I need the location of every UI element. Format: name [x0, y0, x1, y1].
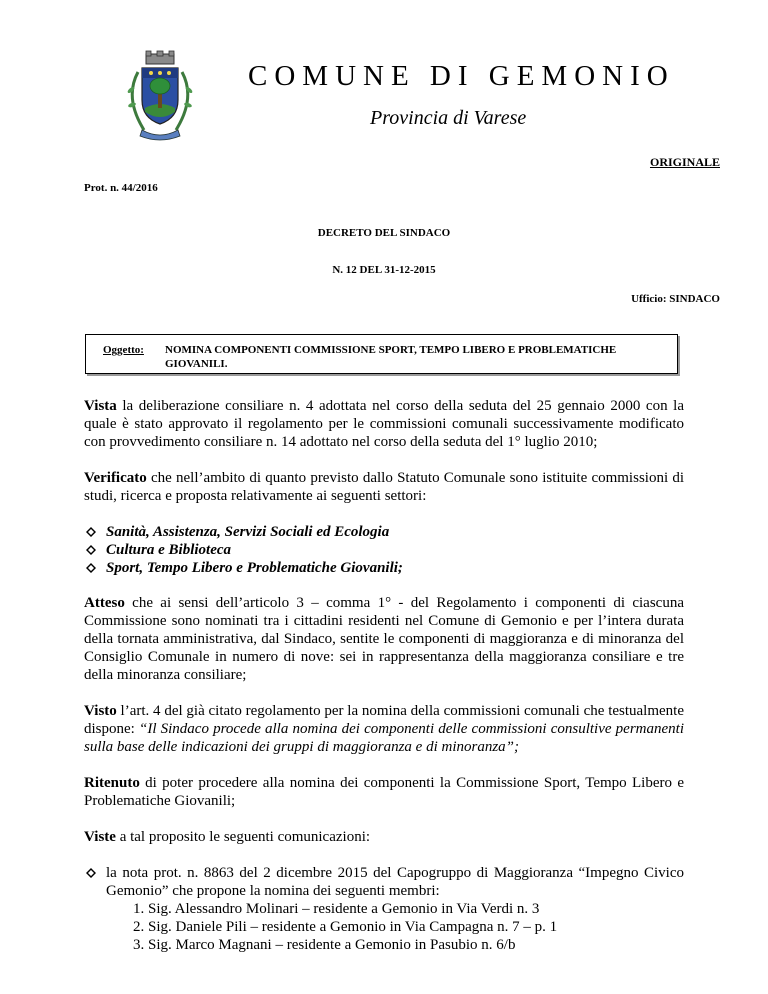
- paragraph-lead: Viste: [84, 829, 116, 845]
- diamond-bullet-icon: [86, 563, 96, 573]
- paragraph-quote: “Il Sindaco procede alla nomina dei componenti delle commissioni consultive permanenti sulla base delle indicazioni dei gruppi di maggioranza e di minoranza”;: [84, 721, 684, 755]
- list-item: [84, 541, 684, 559]
- decree-title: DECRETO DEL SINDACO: [317, 227, 451, 239]
- paragraph-text: di poter procedere alla nomina dei componenti la Commissione Sport, Tempo Libero e Problematiche Giovanili;: [84, 775, 684, 809]
- paragraph-text: che nell’ambito di quanto previsto dallo Statuto Comunale sono istituite commissioni di studi, ricerca e proposta relativamente ai seguenti settori:: [84, 470, 684, 504]
- list-item: [84, 559, 684, 577]
- communications-list: [84, 864, 684, 900]
- paragraph-lead: Vista: [84, 398, 117, 414]
- coat-of-arms-emblem: [118, 50, 202, 142]
- list-item: 1. Sig. Alessandro Molinari – residente a Gemonio in Via Verdi n. 3: [148, 900, 684, 918]
- paragraph-visto: [84, 702, 684, 756]
- members-list: [84, 900, 684, 954]
- decree-number: N. 12 DEL 31-12-2015: [332, 264, 436, 276]
- document-body: [84, 397, 684, 954]
- list-item: 2. Sig. Daniele Pili – residente a Gemonio in Via Campagna n. 7 – p. 1: [148, 918, 684, 936]
- originale-label: ORIGINALE: [649, 155, 720, 169]
- paragraph-atteso: [84, 594, 684, 684]
- diamond-bullet-icon: [86, 868, 96, 878]
- subject-label: Oggetto:: [103, 344, 144, 356]
- comune-title: COMUNE DI GEMONIO: [248, 60, 675, 92]
- paragraph-vista: [84, 397, 684, 451]
- paragraph-verificato: [84, 469, 684, 505]
- list-item-text: Cultura e Biblioteca: [106, 542, 232, 558]
- paragraph-lead: Verificato: [84, 470, 147, 486]
- paragraph-lead: Ritenuto: [84, 775, 140, 791]
- diamond-bullet-icon: [86, 527, 96, 537]
- subject-text: NOMINA COMPONENTI COMMISSIONE SPORT, TEMPO LIBERO E PROBLEMATICHE GIOVANILI.: [165, 344, 617, 370]
- paragraph-text: a tal proposito le seguenti comunicazioni:: [115, 829, 371, 845]
- list-item-text: Sanità, Assistenza, Servizi Sociali ed Ecologia: [106, 524, 390, 540]
- paragraph-text: l’art. 4 del già citato regolamento per la nomina della commissioni comunali che testualmente dispone:: [84, 703, 684, 737]
- paragraph-lead: Atteso: [84, 595, 125, 611]
- list-item: [84, 523, 684, 541]
- province-subtitle: Provincia di Varese: [370, 107, 527, 129]
- diamond-bullet-icon: [86, 545, 96, 555]
- list-item-text: la nota prot. n. 8863 del 2 dicembre 2015 del Capogruppo di Maggioranza “Impegno Civico Gemonio” che propone la nomina dei seguenti membri:: [106, 865, 684, 899]
- list-item: [84, 864, 684, 900]
- subject-box: [85, 334, 678, 374]
- paragraph-ritenuto: [84, 774, 684, 810]
- paragraph-viste: [84, 828, 684, 846]
- list-item: 3. Sig. Marco Magnani – residente a Gemonio in Pasubio n. 6/b: [148, 936, 684, 954]
- office-label: Ufficio: SINDACO: [631, 293, 720, 305]
- paragraph-text: che ai sensi dell’articolo 3 – comma 1° - del Regolamento i componenti di ciascuna Commissione sono nominati tra i cittadini residenti nel Comune di Gemonio e per l’intera durata della tornata amministrativa, dal Sindaco, sentite le componenti di maggioranza e di minoranza del Consiglio Comunale in numero di nove: sei in rappresentanza della maggioranza consiliare e tre della minoranza consiliare;: [84, 595, 684, 683]
- list-item-text: Sport, Tempo Libero e Problematiche Giovanili;: [106, 560, 403, 576]
- sector-list: [84, 523, 684, 577]
- paragraph-text: la deliberazione consiliare n. 4 adottata nel corso della seduta del 25 gennaio 2000 con la quale è stato approvato il regolamento per le commissioni comunali successivamente modificato con provvedimento consiliare n. 14 adottato nel corso della seduta del 1° luglio 2010;: [84, 398, 684, 450]
- paragraph-lead: Visto: [84, 703, 117, 719]
- protocol-number: Prot. n. 44/2016: [84, 182, 158, 194]
